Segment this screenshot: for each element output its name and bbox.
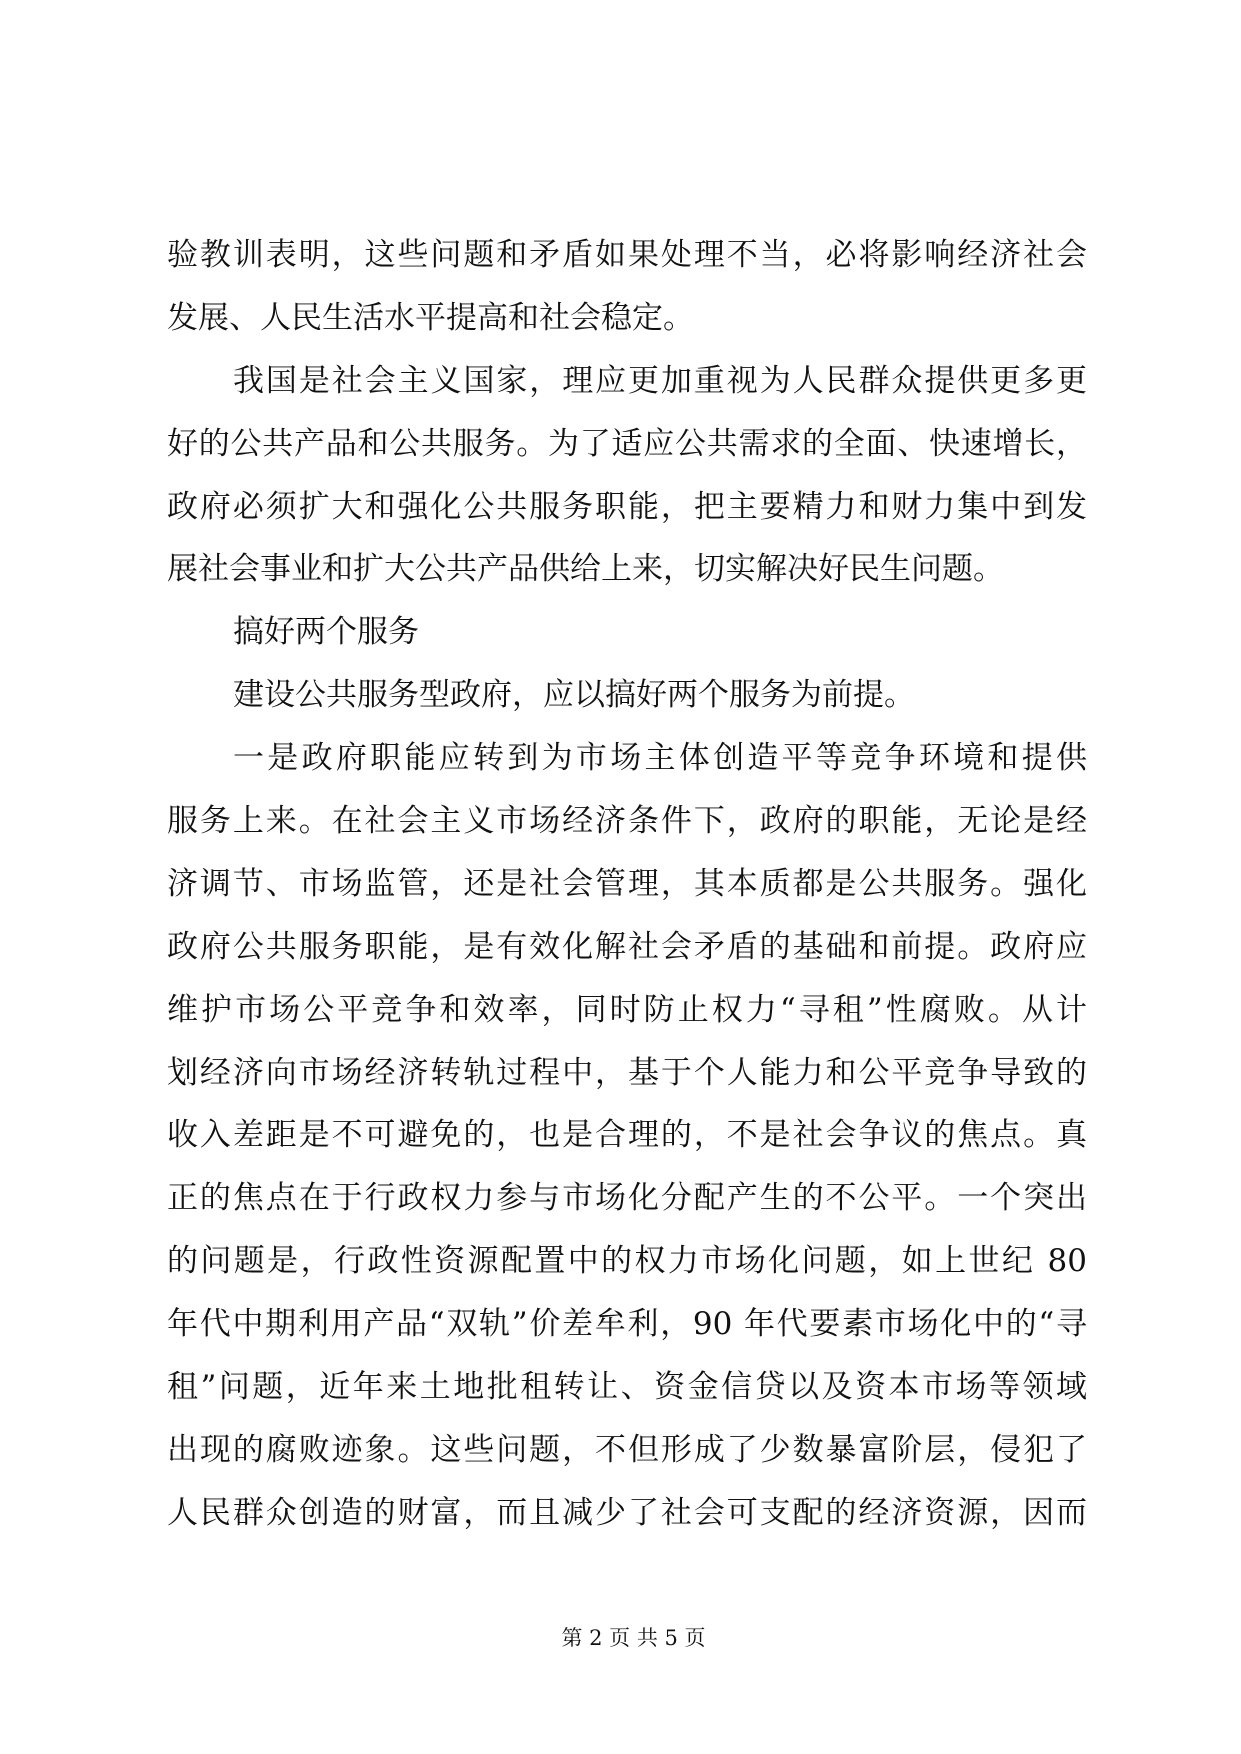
text-line: 的问题是，行政性资源配置中的权力市场化问题，如上世纪 80 [167, 1243, 1087, 1280]
text-line: 正的焦点在于行政权力参与市场化分配产生的不公平。一个突出 [167, 1180, 1087, 1217]
text-line: 年代中期利用产品“双轨”价差牟利，90 年代要素市场化中的“寻 [167, 1306, 1087, 1343]
text-line: 租”问题，近年来土地批租转让、资金信贷以及资本市场等领域 [167, 1369, 1087, 1406]
text-line: 我国是社会主义国家，理应更加重视为人民群众提供更多更 [233, 362, 1087, 399]
text-line: 收入差距是不可避免的，也是合理的，不是社会争议的焦点。真 [167, 1117, 1087, 1154]
text-line: 发展、人民生活水平提高和社会稳定。 [167, 299, 694, 336]
text-line: 展社会事业和扩大公共产品供给上来，切实解决好民生问题。 [167, 551, 1004, 588]
text-line: 验教训表明，这些问题和矛盾如果处理不当，必将影响经济社会 [167, 237, 1087, 273]
text-line: 好的公共产品和公共服务。为了适应公共需求的全面、快速增长， [167, 425, 1087, 462]
text-line: 搞好两个服务 [233, 614, 419, 651]
text-line: 维护市场公平竞争和效率，同时防止权力“寻租”性腐败。从计 [167, 991, 1087, 1028]
text-line: 服务上来。在社会主义市场经济条件下，政府的职能，无论是经 [167, 803, 1087, 840]
text-line: 一是政府职能应转到为市场主体创造平等竞争环境和提供 [233, 740, 1087, 777]
text-line: 划经济向市场经济转轨过程中，基于个人能力和公平竞争导致的 [167, 1054, 1087, 1091]
document-body [167, 233, 1087, 1554]
text-line: 政府公共服务职能，是有效化解社会矛盾的基础和前提。政府应 [167, 928, 1087, 965]
page-footer: 第 2 页 共 5 页 [561, 1626, 706, 1650]
text-line: 出现的腐败迹象。这些问题，不但形成了少数暴富阶层，侵犯了 [167, 1431, 1087, 1468]
text-line: 建设公共服务型政府，应以搞好两个服务为前提。 [233, 677, 915, 714]
text-line: 政府必须扩大和强化公共服务职能，把主要精力和财力集中到发 [167, 488, 1087, 525]
text-line: 济调节、市场监管，还是社会管理，其本质都是公共服务。强化 [167, 865, 1087, 902]
text-line: 人民群众创造的财富，而且减少了社会可支配的经济资源，因而 [167, 1494, 1087, 1531]
